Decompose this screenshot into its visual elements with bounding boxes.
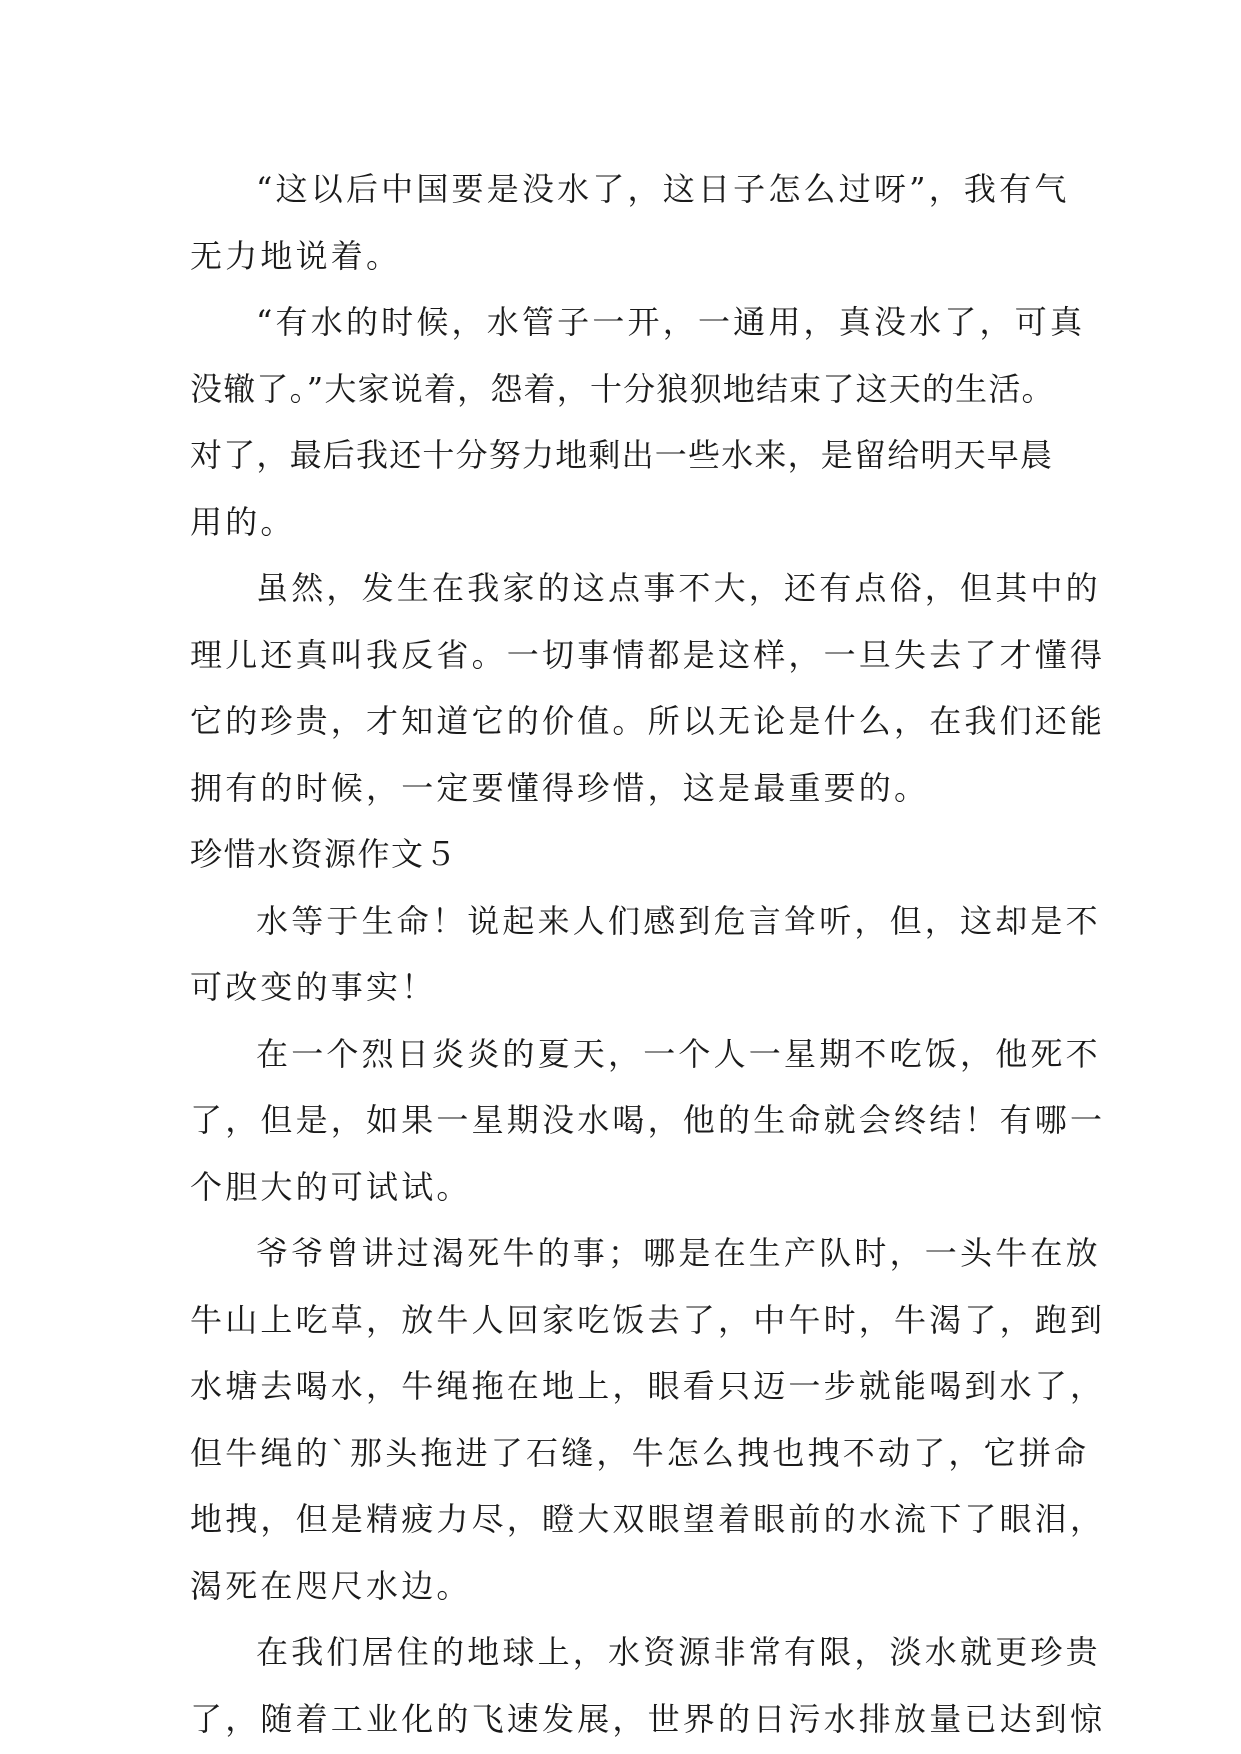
text-line: 它的珍贵，才知道它的价值。所以无论是什么，在我们还能 xyxy=(190,702,1106,740)
text-line: 个胆大的可试试。 xyxy=(190,1167,472,1206)
text-line: 牛山上吃草，放牛人回家吃饭去了，中午时，牛渴了，跑到 xyxy=(190,1300,1106,1339)
text-line: 在一个烈日炎炎的夏天，一个人一星期不吃饭，他死不 xyxy=(256,1034,1101,1073)
text-line: 对了，最后我还十分努力地剩出一些水来，是留给明天早晨 xyxy=(190,436,1054,474)
text-line: “有水的时候，水管子一开，一通用，真没水了，可真 xyxy=(256,303,1086,341)
section-heading: 珍惜水资源作文５ xyxy=(190,835,459,873)
text-line: 拥有的时候，一定要懂得珍惜，这是最重要的。 xyxy=(190,768,930,807)
text-line: 虽然，发生在我家的这点事不大，还有点俗，但其中的 xyxy=(256,569,1101,607)
text-line: 在我们居住的地球上，水资源非常有限，淡水就更珍贵 xyxy=(256,1633,1101,1671)
text-line: 理儿还真叫我反省。一切事情都是这样，一旦失去了才懂得 xyxy=(190,635,1106,674)
text-line: 爷爷曾讲过渴死牛的事；哪是在生产队时，一头牛在放 xyxy=(256,1234,1101,1272)
text-line: 地拽，但是精疲力尽，瞪大双眼望着眼前的水流下了眼泪， xyxy=(190,1500,1106,1538)
text-line: 但牛绳的`那头拖进了石缝，牛怎么拽也拽不动了，它拼命 xyxy=(190,1433,1090,1472)
text-line: “这以后中国要是没水了，这日子怎么过呀”，我有气 xyxy=(256,170,1070,208)
text-line: 用的。 xyxy=(190,502,296,541)
text-line: 无力地说着。 xyxy=(190,236,402,275)
document-page xyxy=(190,156,1106,1752)
text-line: 渴死在咫尺水边。 xyxy=(190,1566,472,1605)
text-line: 了，随着工业化的飞速发展，世界的日污水排放量已达到惊 xyxy=(190,1699,1106,1738)
text-line: 水塘去喝水，牛绳拖在地上，眼看只迈一步就能喝到水了， xyxy=(190,1367,1106,1405)
text-line: 没辙了。”大家说着，怨着，十分狼狈地结束了这天的生活。 xyxy=(190,369,1055,408)
text-line: 可改变的事实！ xyxy=(190,968,437,1006)
text-line: 水等于生命！说起来人们感到危言耸听，但，这却是不 xyxy=(256,901,1101,940)
text-line: 了，但是，如果一星期没水喝，他的生命就会终结！有哪一 xyxy=(190,1101,1106,1139)
